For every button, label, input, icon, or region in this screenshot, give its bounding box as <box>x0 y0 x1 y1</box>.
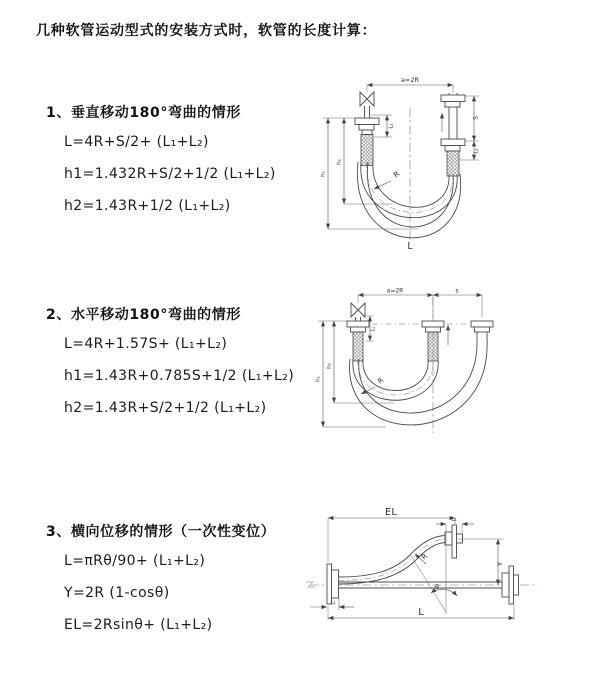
formula-line: h1=1.432R+S/2+1/2 (L₁+L₂) <box>64 166 276 182</box>
flange-upper-right <box>445 525 463 558</box>
braided-hose-section <box>361 135 373 166</box>
dim-label-el: EL <box>385 507 397 518</box>
hose-end-right <box>441 85 465 176</box>
formula-line: h1=1.43R+0.785S+1/2 (L₁+L₂) <box>64 368 295 384</box>
dim-stroke-s <box>459 96 480 160</box>
hose-end-left <box>347 303 369 361</box>
formula-line: L=πRθ/90+ (L₁+L₂) <box>64 553 206 569</box>
dim-el <box>328 507 455 614</box>
dim-l <box>328 605 514 620</box>
dim-label-l2: L₂ <box>451 517 457 523</box>
formula-line: h2=1.43R+S/2+1/2 (L₁+L₂) <box>64 400 267 416</box>
centerline-break-mark <box>306 582 315 587</box>
formula-line: EL=2Rsinθ+ (L₁+L₂) <box>64 617 213 633</box>
dim-label-l2: L₂ <box>473 148 480 154</box>
radius-label: R <box>391 169 402 180</box>
section-1-formulas <box>64 126 276 222</box>
section-3-heading: 3、横向位移的情形（一次性变位） <box>46 524 276 540</box>
dim-label-l: L <box>418 607 424 618</box>
dim-label-s: s <box>455 287 459 295</box>
dim-a2r <box>367 76 453 85</box>
radius-label: R <box>420 552 430 562</box>
dim-label-h2: h₂ <box>326 363 333 369</box>
diagram-horizontal-180 <box>306 283 574 463</box>
section-2-heading: 2、水平移动180°弯曲的情形 <box>46 307 241 323</box>
dim-label-l1: L₁ <box>388 123 395 129</box>
length-label: L <box>407 241 413 252</box>
hose-end-left <box>355 85 379 166</box>
dim-label-h1: h₁ <box>320 171 327 177</box>
hose-end-middle <box>422 321 448 361</box>
braided-hose-section <box>428 332 438 361</box>
angle-label: θ <box>435 583 439 591</box>
diagram-lateral <box>298 498 588 650</box>
valve-icon <box>351 303 365 317</box>
diagram-vertical-180 <box>308 68 560 260</box>
radius-label: R <box>376 376 386 386</box>
dim-label-y: Y <box>496 561 505 567</box>
dim-label-s: S <box>472 116 480 120</box>
hose-u-bend-pos1 <box>353 359 438 400</box>
dim-label-l1: L₁ <box>330 600 336 606</box>
flange-right <box>502 566 519 604</box>
formula-line: h2=1.43R+1/2 (L₁+L₂) <box>64 198 231 214</box>
section-1 <box>46 102 276 222</box>
dim-label-a2r: a=2R <box>386 287 404 295</box>
radius-callout <box>361 376 385 394</box>
formula-line: Y=2R (1-cosθ) <box>64 585 170 601</box>
formula-line: L=4R+S/2+ (L₁+L₂) <box>64 134 209 150</box>
braided-hose-section <box>447 151 459 176</box>
hose-curved <box>338 536 445 585</box>
section-3 <box>46 521 275 641</box>
braided-hose-section <box>353 332 363 361</box>
flange-left <box>327 564 339 604</box>
page-title: 几种软管运动型式的安装方式时，软管的长度计算： <box>36 23 377 39</box>
dim-y <box>458 539 505 585</box>
dim-a2r-s <box>358 288 482 318</box>
section-2-formulas <box>64 328 294 424</box>
dim-label-h2: h₂ <box>336 159 343 165</box>
section-1-heading: 1、垂直移动180°弯曲的情形 <box>46 105 241 121</box>
valve-icon <box>360 92 374 106</box>
dim-l1 <box>310 598 354 610</box>
dim-label-l1: L₁ <box>370 326 377 332</box>
hose-u-bend-pos2 <box>350 339 488 425</box>
hose-u-bend <box>357 162 460 238</box>
hose-end-right <box>471 321 493 339</box>
dim-label-a2r: a=2R <box>400 76 420 84</box>
formula-line: L=4R+1.57S+ (L₁+L₂) <box>64 336 228 352</box>
dim-label-h1: h₁ <box>315 376 322 382</box>
section-3-formulas <box>64 545 275 641</box>
section-2 <box>46 304 294 424</box>
